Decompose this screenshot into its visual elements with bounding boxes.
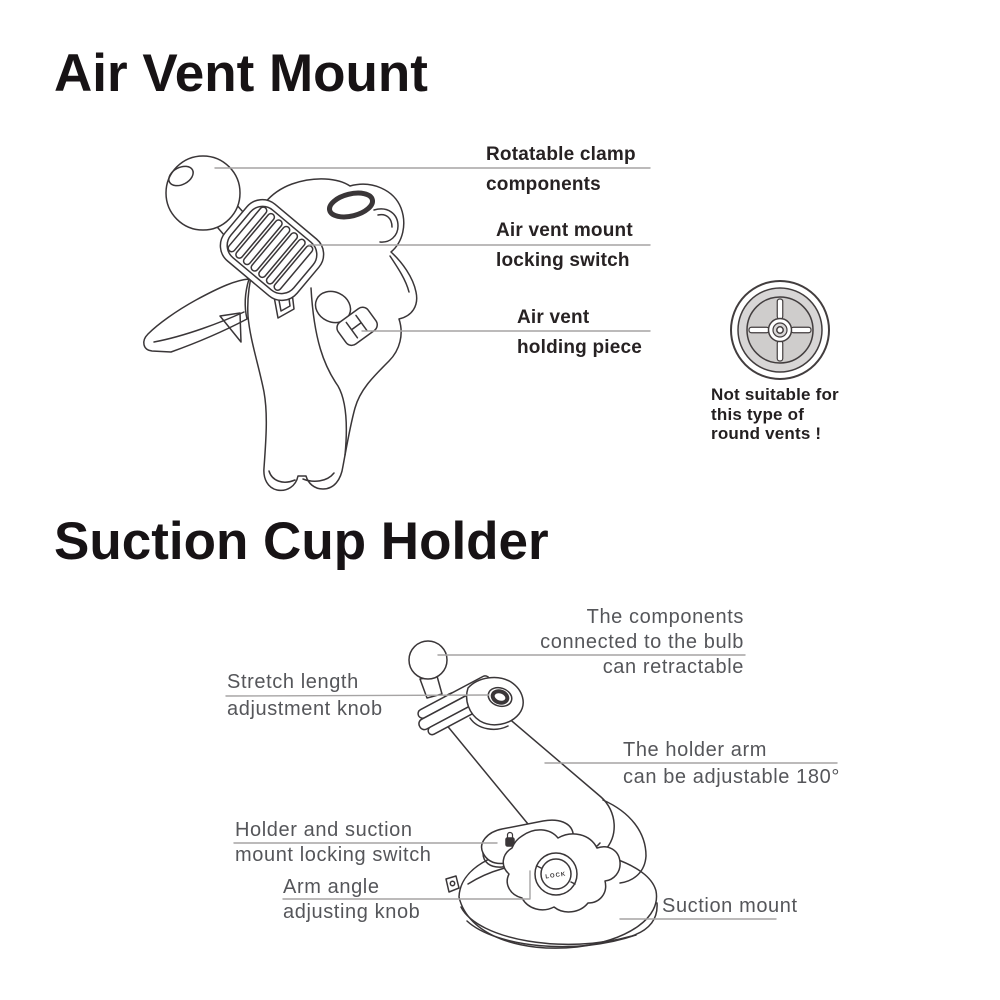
label-line: The holder arm bbox=[623, 739, 768, 761]
air-vent-title: Air Vent Mount bbox=[54, 44, 428, 103]
warning-line: this type of bbox=[711, 404, 805, 424]
label-line: adjustment knob bbox=[227, 698, 383, 720]
suction-title: Suction Cup Holder bbox=[54, 512, 549, 571]
ball-head bbox=[409, 641, 447, 679]
label-rotatable-clamp bbox=[486, 140, 636, 200]
label-line: components bbox=[486, 174, 601, 195]
label-line: Holder and suction bbox=[235, 819, 413, 841]
label-suction-mount bbox=[662, 894, 798, 919]
warning-line: Not suitable for bbox=[711, 385, 839, 404]
label-line: adjusting knob bbox=[283, 901, 421, 923]
label-suction-locking-switch bbox=[235, 818, 432, 868]
label-holder-arm bbox=[623, 737, 840, 791]
label-retractable-components bbox=[540, 605, 744, 680]
lock-knob-text: LOCK bbox=[545, 871, 567, 881]
label-line: mount locking switch bbox=[235, 844, 432, 866]
label-line: holding piece bbox=[517, 337, 643, 358]
label-line: Stretch length bbox=[227, 671, 359, 693]
label-line: Arm angle bbox=[283, 876, 380, 898]
screw-detail bbox=[446, 876, 459, 892]
label-line: The components bbox=[586, 606, 744, 628]
label-line: Suction mount bbox=[662, 895, 798, 917]
mount-left-wing bbox=[144, 279, 249, 352]
round-vent-icon bbox=[731, 281, 829, 379]
label-line: Rotatable clamp bbox=[486, 144, 636, 165]
label-line: locking switch bbox=[496, 250, 630, 271]
label-holding-piece bbox=[517, 303, 642, 363]
suction-holder-illustration bbox=[409, 641, 657, 948]
label-arm-angle-knob bbox=[283, 875, 420, 925]
warning-line: round vents ! bbox=[711, 424, 822, 443]
label-line: Air vent mount bbox=[496, 220, 633, 241]
air-vent-mount-illustration bbox=[144, 156, 417, 490]
label-line: connected to the bulb bbox=[540, 631, 744, 653]
warning-not-suitable bbox=[711, 385, 839, 444]
label-line: can be adjustable 180° bbox=[623, 766, 840, 788]
label-airvent-locking-switch bbox=[496, 216, 633, 276]
ball-joint bbox=[166, 156, 240, 230]
label-stretch-knob bbox=[227, 669, 383, 723]
label-line: can retractable bbox=[602, 656, 744, 678]
lock-knob bbox=[535, 853, 577, 895]
label-line: Air vent bbox=[517, 307, 590, 328]
